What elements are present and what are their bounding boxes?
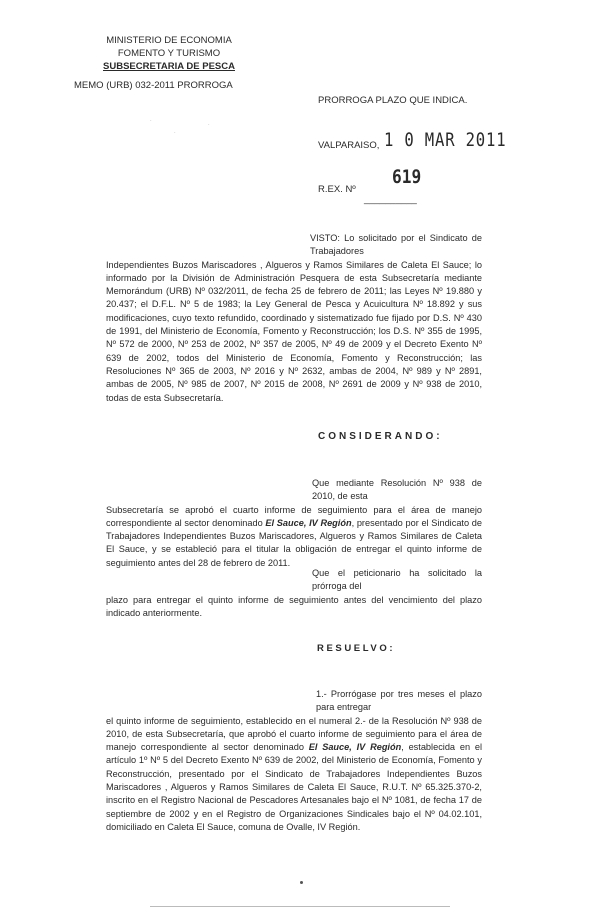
considerando-paragraph-2 [106, 567, 482, 620]
scan-speck: · [208, 122, 210, 128]
visto-body: Independientes Buzos Mariscadores , Algueros y Ramos Similares de Caleta El Sauce; lo informado por la División de Administración Pesquera de esta Subsecretaría mediante Memorándum (URB) Nº 032/2011, de fecha 25 de febrero de 2011; las Leyes Nº 19.880 y 20.437; el D.F.L. Nº 5 de 1983; la Ley General de Pesca y Acuicultura Nº 18.892 y sus modificaciones, cuyo texto refundido, coordinado y sistematizado fue fijado por D.S. Nº 430 de 1991, del Ministerio de Economía, Fomento y Reconstrucción; los D.S. Nº 355 de 1995, Nº 572 de 2000, Nº 253 de 2002, Nº 357 de 2005, Nº 49 de 2009 y el Decreto Exento Nº 639 de 2002, todos del Ministerio de Economía, Fomento y Reconstrucción; las Resoluciones Nº 365 de 2003, Nº 2016 y Nº 2632, ambas de 2004, Nº 989 y Nº 2891, ambas de 2005, Nº 985 de 2007, Nº 2015 de 2008, Nº 2691 de 2009 y Nº 938 de 2010, todas de esta Subsecretaría. [106, 259, 482, 403]
resolution-number-stamp: 619 [392, 166, 422, 188]
date-stamp: 1 0 MAR 2011 [384, 129, 507, 151]
considerando-1-lead: Que mediante Resolución Nº 938 de 2010, de esta [312, 478, 482, 502]
resuelvo-title: RESUELVO: [317, 643, 396, 654]
resolution-blank: __________ [364, 194, 417, 205]
ministry-name-line1: MINISTERIO DE ECONOMIA [106, 35, 232, 46]
scan-speck: · [150, 118, 152, 124]
resuelvo-1-text-a: el quinto informe de seguimiento, establecido en el numeral 2.- de la Resolución Nº 938 de 2010, de esta Subsecretaría, que aprobó el cuarto informe de seguimiento para el área de manejo correspondiente al sector denominado [106, 715, 482, 753]
considerando-1-text-b: , presentado por el Sindicato de Trabajadores Independientes Buzos Mariscadores, Algueros y Ramos Similares de Caleta El Sauce, y se estableció para el titular la obligación de entregar el quinto informe de seguimiento antes del 28 de febrero de 2011. [106, 517, 482, 568]
considerando-title: CONSIDERANDO: [318, 431, 443, 442]
place-label: VALPARAISO, [318, 140, 380, 151]
resuelvo-1-lead: 1.- Prorrógase por tres meses el plazo para entregar [316, 689, 482, 713]
resuelvo-1-place: El Sauce, IV Región [308, 742, 402, 753]
scan-speck: · [174, 130, 176, 136]
visto-paragraph [106, 232, 482, 405]
considerando-paragraph-1 [106, 477, 482, 570]
memo-reference: MEMO (URB) 032-2011 PRORROGA [74, 80, 233, 91]
resuelvo-item-1 [106, 688, 482, 834]
ministry-header [84, 34, 254, 73]
visto-lead: VISTO: Lo solicitado por el Sindicato de Trabajadores [310, 233, 482, 257]
subsecretaria-name: SUBSECRETARIA DE PESCA [103, 61, 235, 72]
ministry-name-line2: FOMENTO Y TURISMO [117, 48, 221, 59]
considerando-1-text-a: Subsecretaría se aprobó el cuarto informe de seguimiento para el área de manejo correspondiente al sector denominado [106, 504, 482, 528]
considerando-1-place: El Sauce, IV Región [265, 517, 352, 528]
scan-mark [300, 881, 303, 884]
considerando-2-text: plazo para entregar el quinto informe de seguimiento antes del vencimiento del plazo indicado anteriormente. [106, 594, 482, 618]
resolution-label: R.EX. Nº [318, 184, 356, 195]
page-bottom-edge [150, 906, 450, 907]
resuelvo-1-text-b: , establecida en el artículo 1º Nº 5 del Decreto Exento Nº 639 de 2002, del Ministerio de Economía, Fomento y Reconstrucción, presentado por el Sindicato de Trabajadores Independientes Buzos Mariscadores , Algueros y Ramos Similares de Caleta El Sauce, R.U.T. Nº 65.325.370-2, inscrito en el Registro Nacional de Pescadores Artesanales bajo el Nº 1081, de fecha 17 de septiembre de 2002 y en el Registro de Organizaciones Sindicales bajo el Nº 04.02.101, domiciliado en Caleta El Sauce, comuna de Ovalle, IV Región. [106, 742, 482, 832]
considerando-2-lead: Que el peticionario ha solicitado la prórroga del [312, 568, 482, 592]
document-subject: PRORROGA PLAZO QUE INDICA. [318, 95, 468, 106]
